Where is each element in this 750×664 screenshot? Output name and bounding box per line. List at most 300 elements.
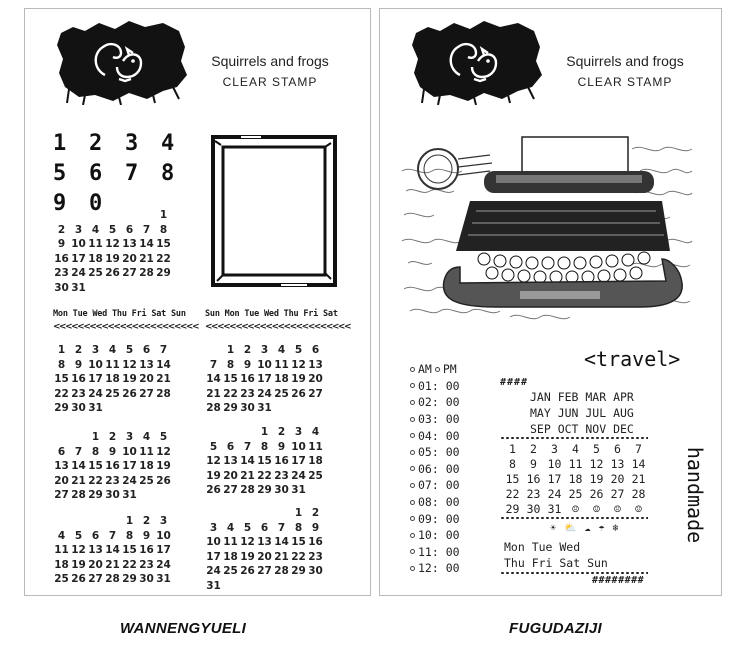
calendar-day: 20 [610, 472, 625, 486]
calendar-day: 9 [108, 445, 117, 458]
circle-icon [410, 516, 415, 521]
calendar-day: 12 [156, 445, 171, 458]
calendar-day [53, 431, 70, 446]
calendar-day: 21 [105, 558, 120, 571]
calendar-day: 31 [122, 489, 137, 501]
calendar-day: 30 [139, 573, 154, 585]
calendar-row [502, 442, 649, 457]
calendar-day: 28 [139, 267, 154, 279]
calendar-day: 2 [74, 344, 83, 356]
calendar-day: 17 [156, 544, 171, 556]
calendar-day: 26 [291, 387, 306, 400]
calendar-row [53, 253, 172, 268]
calendar-row [205, 470, 324, 485]
calendar-day: 23 [526, 487, 541, 501]
circle-icon [410, 433, 415, 438]
calendar-day: 4 [142, 431, 151, 443]
calendar-row [53, 559, 172, 574]
calendar-day [239, 507, 256, 522]
calendar-day: 15 [223, 373, 238, 385]
calendar-day: 19 [589, 472, 604, 486]
calendar-day: 14 [139, 238, 154, 250]
big-number: 9 [53, 191, 67, 216]
big-number: 8 [161, 161, 175, 186]
calendar-day: 9 [530, 457, 537, 471]
calendar-day [222, 426, 239, 441]
calendar-day: 16 [274, 455, 289, 467]
month-names-block [530, 389, 634, 437]
calendar-day: 15 [291, 536, 306, 548]
calendar-day [273, 507, 290, 522]
calendar-day: 23 [139, 558, 154, 571]
calendar-day [70, 515, 87, 530]
time-slot-list [410, 361, 460, 577]
calendar-day: 9 [57, 238, 66, 250]
hash-marks: ######## [592, 575, 645, 586]
calendar-day: 8 [57, 358, 66, 371]
calendar-day: 6 [57, 445, 66, 458]
calendar-day: 7 [635, 442, 642, 456]
brand-name: Squirrels and frogs [566, 53, 684, 69]
calendar-day: 27 [54, 489, 69, 501]
calendar-day: 19 [240, 550, 255, 563]
calendar-row [53, 344, 172, 359]
calendar-day: 4 [91, 223, 100, 236]
calendar-day: 27 [139, 387, 154, 400]
calendar-row [205, 441, 324, 456]
time-slot [410, 527, 460, 544]
calendar-day: 7 [74, 445, 83, 458]
am-pm-selector [410, 361, 460, 378]
calendar-day: 6 [91, 529, 100, 542]
calendar-day: 7 [277, 521, 286, 534]
calendar-day: 11 [88, 238, 103, 250]
calendar-day: 26 [206, 484, 221, 496]
calendar-day [87, 515, 104, 530]
typewriter-illustration [400, 131, 700, 335]
calendar-day: 5 [159, 431, 168, 443]
calendar-day: 18 [54, 558, 69, 571]
calendar-day: 21 [631, 472, 646, 486]
time-slot [410, 411, 460, 428]
calendar-day [205, 507, 222, 522]
big-number: 1 [53, 131, 67, 156]
calendar-day: 11 [139, 445, 154, 458]
time-slot [410, 560, 460, 577]
calendar-day [205, 344, 222, 359]
calendar-row [53, 530, 172, 545]
circle-icon [410, 367, 415, 372]
calendar-row [53, 446, 172, 461]
time-label: 10: 00 [418, 528, 460, 543]
calendar-day: 29 [505, 502, 520, 516]
calendar-day: 13 [88, 544, 103, 556]
brand-subtitle: CLEAR STAMP [577, 75, 673, 89]
calendar-day: 1 [226, 344, 235, 356]
calendar-day: 13 [308, 358, 323, 371]
brand-block [195, 53, 345, 89]
calendar-day: ☺ [635, 502, 642, 516]
calendar-day: 16 [71, 373, 86, 385]
circle-icon [410, 400, 415, 405]
calendar-day: ☹ [572, 502, 579, 516]
calendar-day: 23 [308, 550, 323, 563]
calendar-row [53, 431, 172, 446]
calendar-day: 31 [547, 502, 562, 516]
calendar-day: 10 [156, 529, 171, 542]
calendar-day: 4 [277, 344, 286, 356]
calendar-day: 8 [294, 521, 303, 534]
calendar-row [205, 426, 324, 441]
time-slot [410, 544, 460, 561]
big-numbers [53, 131, 179, 221]
month-row: SEP OCT NOV DEC [530, 422, 634, 436]
calendar-row [205, 536, 324, 551]
calendar-day: 25 [54, 573, 69, 585]
time-rows [410, 378, 460, 577]
travel-stamp-text: <travel> [584, 347, 681, 371]
big-numbers-row [53, 161, 179, 191]
calendar-day: 5 [243, 521, 252, 534]
calendar-row [53, 544, 172, 559]
calendar-day: 19 [71, 558, 86, 571]
calendar-day: 18 [308, 455, 323, 467]
calendar-day: 15 [156, 238, 171, 250]
calendar-day: 3 [551, 442, 558, 456]
calendar-day: 3 [260, 344, 269, 356]
time-label: 04: 00 [418, 428, 460, 443]
calendar-day: 4 [57, 529, 66, 542]
calendar-day: 24 [156, 558, 171, 571]
calendar-day [222, 507, 239, 522]
calendar-row [205, 484, 324, 499]
calendar-row [205, 551, 324, 566]
calendar-day: 5 [593, 442, 600, 456]
calendar-day [104, 515, 121, 530]
calendar-day: 18 [223, 550, 238, 563]
calendar-day: 22 [257, 469, 272, 482]
month-row: JAN FEB MAR APR [530, 390, 634, 404]
calendar-day: 22 [505, 487, 520, 501]
calendar-day: 16 [139, 544, 154, 556]
calendar-day: 29 [88, 489, 103, 501]
calendar-row [53, 267, 172, 282]
calendar-day: 9 [277, 440, 286, 453]
big-number: 3 [125, 131, 139, 156]
calendar-day: 5 [125, 344, 134, 356]
calendar-day: 27 [122, 267, 137, 279]
calendar-day: 20 [308, 373, 323, 385]
calendar-day: 16 [105, 460, 120, 472]
big-number: 7 [125, 161, 139, 186]
calendar-day: 14 [274, 536, 289, 548]
calendar-row [53, 460, 172, 475]
calendar-day: 28 [631, 487, 646, 501]
pm-label: PM [442, 362, 457, 377]
calendar-day: 8 [509, 457, 516, 471]
brand-name: Squirrels and frogs [211, 53, 329, 69]
calendar-day: 4 [226, 521, 235, 534]
brand-subtitle: CLEAR STAMP [222, 75, 318, 89]
calendar-day: 15 [122, 544, 137, 556]
month-calendar-grid [205, 426, 324, 499]
big-number: 6 [89, 161, 103, 186]
calendar-day: 7 [209, 358, 218, 371]
calendar-day [104, 209, 121, 224]
calendar-day: 19 [105, 252, 120, 265]
calendar-row [53, 209, 172, 224]
calendar-day [205, 426, 222, 441]
calendar-row [53, 359, 172, 374]
big-number: 5 [53, 161, 67, 186]
calendar-day: 27 [308, 387, 323, 400]
calendar-day: 23 [105, 474, 120, 487]
calendar-row [205, 580, 324, 595]
calendar-row [53, 573, 172, 588]
circle-icon [410, 383, 415, 388]
calendar-day: ☺ [593, 502, 600, 516]
calendar-day: 12 [589, 457, 604, 471]
calendar-row [205, 388, 324, 403]
calendar-day: 27 [610, 487, 625, 501]
calendar-day: 26 [122, 387, 137, 400]
month-calendar-grid [53, 431, 172, 504]
calendar-day: 16 [526, 472, 541, 486]
time-label: 09: 00 [418, 511, 460, 526]
calendar-day: 25 [139, 474, 154, 487]
calendar-day: 25 [223, 565, 238, 577]
calendar-day: 21 [71, 474, 86, 487]
calendar-day: 10 [291, 440, 306, 453]
calendar-day: 8 [91, 445, 100, 458]
calendar-day: 2 [277, 426, 286, 438]
calendar-day: 17 [547, 472, 562, 486]
calendar-day: 3 [125, 431, 134, 443]
calendar-day: 9 [142, 529, 151, 542]
circle-icon [410, 483, 415, 488]
calendar-day: 28 [71, 489, 86, 501]
arrow-border: <<<<<<<<<<<<<<<<<<<<<<<< [205, 322, 350, 332]
calendar-day: 29 [122, 573, 137, 585]
handmade-label: handmade [683, 446, 707, 544]
big-number: 0 [89, 191, 103, 216]
calendar-day: 29 [257, 484, 272, 496]
calendar-day: 10 [88, 358, 103, 371]
calendar-day: 10 [547, 457, 562, 471]
squirrel-logo [55, 17, 189, 109]
time-label: 07: 00 [418, 478, 460, 493]
calendar-day: 10 [71, 238, 86, 250]
calendar-day: 3 [209, 521, 218, 534]
time-slot [410, 494, 460, 511]
calendar-row [502, 457, 649, 472]
calendar-day [70, 431, 87, 446]
calendar-day: 15 [54, 373, 69, 385]
calendar-day: 12 [105, 238, 120, 250]
calendar-day: 21 [206, 387, 221, 400]
calendar-day: 20 [223, 469, 238, 482]
calendar-row [205, 373, 324, 388]
calendar-day: 19 [206, 469, 221, 482]
calendar-day: 2 [108, 431, 117, 443]
time-label: 08: 00 [418, 495, 460, 510]
hash-marks: #### [500, 377, 529, 388]
calendar-day: 13 [139, 358, 154, 371]
calendar-day: 28 [105, 573, 120, 585]
caption-right: FUGUDAZIJI [509, 620, 602, 637]
calendar-day: 5 [108, 223, 117, 236]
calendar-row [205, 359, 324, 374]
calendar-day: 19 [291, 373, 306, 385]
time-slot [410, 427, 460, 444]
circle-icon [410, 533, 415, 538]
calendar-day: 1 [125, 515, 134, 527]
month-calendar-grid [205, 507, 324, 594]
calendar-day: 15 [505, 472, 520, 486]
calendar-day: 23 [274, 469, 289, 482]
calendar-day: 14 [240, 455, 255, 467]
calendar-day: 6 [614, 442, 621, 456]
calendar-day: 19 [156, 460, 171, 472]
calendar-day: 10 [206, 536, 221, 548]
calendar-day: 24 [122, 474, 137, 487]
calendar-row [53, 475, 172, 490]
calendar-day: 12 [206, 455, 221, 467]
calendar-day: 18 [274, 373, 289, 385]
calendar-day: 18 [139, 460, 154, 472]
calendar-row [53, 515, 172, 530]
calendar-day: 2 [530, 442, 537, 456]
calendar-day: 23 [54, 267, 69, 279]
calendar-day: 9 [74, 358, 83, 371]
calendar-day: 24 [257, 387, 272, 400]
calendar-day: 26 [71, 573, 86, 585]
stamp-panel-wannengyueli [24, 8, 371, 596]
calendar-day: 3 [91, 344, 100, 356]
calendar-day: 19 [122, 373, 137, 385]
calendar-day: 10 [257, 358, 272, 371]
time-slot [410, 444, 460, 461]
calendar-day: 6 [226, 440, 235, 453]
calendar-day: 31 [257, 402, 272, 414]
calendar-day: 26 [105, 267, 120, 279]
calendar-day: 25 [105, 387, 120, 400]
calendar-day: 11 [568, 457, 583, 471]
big-numbers-row [53, 131, 179, 161]
calendar-day: 5 [209, 440, 218, 453]
calendar-day: 8 [125, 529, 134, 542]
calendar-day: 31 [206, 579, 221, 592]
calendar-day: 11 [105, 358, 120, 371]
calendar-day: 31 [156, 573, 171, 585]
calendar-day: 18 [88, 252, 103, 265]
calendar-day: 4 [311, 426, 320, 438]
calendar-day: 1 [260, 426, 269, 438]
calendar-row [53, 388, 172, 403]
calendar-day: 1 [159, 209, 168, 221]
calendar-day: 16 [308, 536, 323, 548]
calendar-day: 28 [274, 565, 289, 577]
time-slot [410, 461, 460, 478]
calendar-day: 13 [257, 536, 272, 548]
calendar-day: 24 [71, 267, 86, 279]
weekday-block [504, 539, 608, 571]
calendar-day: 26 [589, 487, 604, 501]
calendar-row [53, 282, 172, 297]
calendar-day: 22 [122, 558, 137, 571]
calendar-day [121, 209, 138, 224]
time-slot [410, 394, 460, 411]
calendar-day: 31 [88, 402, 103, 414]
calendar-day: 25 [88, 267, 103, 279]
month-calendar-grid [53, 515, 172, 588]
circle-icon [410, 500, 415, 505]
calendar-day: 14 [156, 358, 171, 371]
time-label: 12: 00 [418, 561, 460, 576]
calendar-day: 2 [57, 223, 66, 236]
calendar-day: 17 [291, 455, 306, 467]
calendar-row [53, 489, 172, 504]
calendar-day: 6 [311, 344, 320, 356]
calendar-day: 11 [54, 544, 69, 556]
calendar-day: 6 [125, 223, 134, 236]
calendar-day: 22 [156, 252, 171, 265]
calendar-day: 6 [142, 344, 151, 356]
time-slot [410, 510, 460, 527]
calendar-day [138, 209, 155, 224]
circle-icon [410, 450, 415, 455]
am-label: AM [418, 362, 432, 377]
time-slot [410, 477, 460, 494]
calendar-day: 30 [105, 489, 120, 501]
calendar-day: 8 [260, 440, 269, 453]
calendar-day: 16 [54, 252, 69, 265]
calendar-day: 5 [74, 529, 83, 542]
calendar-day: 9 [311, 521, 320, 534]
calendar-day: 30 [71, 402, 86, 414]
calendar-day: ☹ [614, 502, 621, 516]
squirrel-logo [410, 17, 544, 109]
calendar-day: 21 [240, 469, 255, 482]
calendar-day: 12 [291, 358, 306, 371]
calendar-day: 29 [54, 402, 69, 414]
calendar-day [256, 507, 273, 522]
calendar-day: 1 [91, 431, 100, 443]
calendar-day: 16 [240, 373, 255, 385]
calendar-day: 7 [159, 344, 168, 356]
circle-icon [435, 367, 440, 372]
weekday-row: Thu Fri Sat Sun [504, 556, 608, 570]
calendar-day: 11 [274, 358, 289, 371]
calendar-row [53, 224, 172, 239]
circle-icon [410, 566, 415, 571]
calendar-day: 15 [88, 460, 103, 472]
calendar-day: 30 [308, 565, 323, 577]
calendar-day: 22 [54, 387, 69, 400]
calendar-day: 7 [108, 529, 117, 542]
calendar-day: 28 [240, 484, 255, 496]
circle-icon [410, 417, 415, 422]
calendar-day: 24 [88, 387, 103, 400]
calendar-row [205, 522, 324, 537]
time-label: 11: 00 [418, 544, 460, 559]
calendar-day [53, 209, 70, 224]
calendar-day: 17 [88, 373, 103, 385]
weekday-header-mon-first: Mon Tue Wed Thu Fri Sat Sun [53, 309, 186, 319]
weekday-row: Mon Tue Wed [504, 540, 581, 554]
calendar-day: 25 [274, 387, 289, 400]
circle-icon [410, 466, 415, 471]
